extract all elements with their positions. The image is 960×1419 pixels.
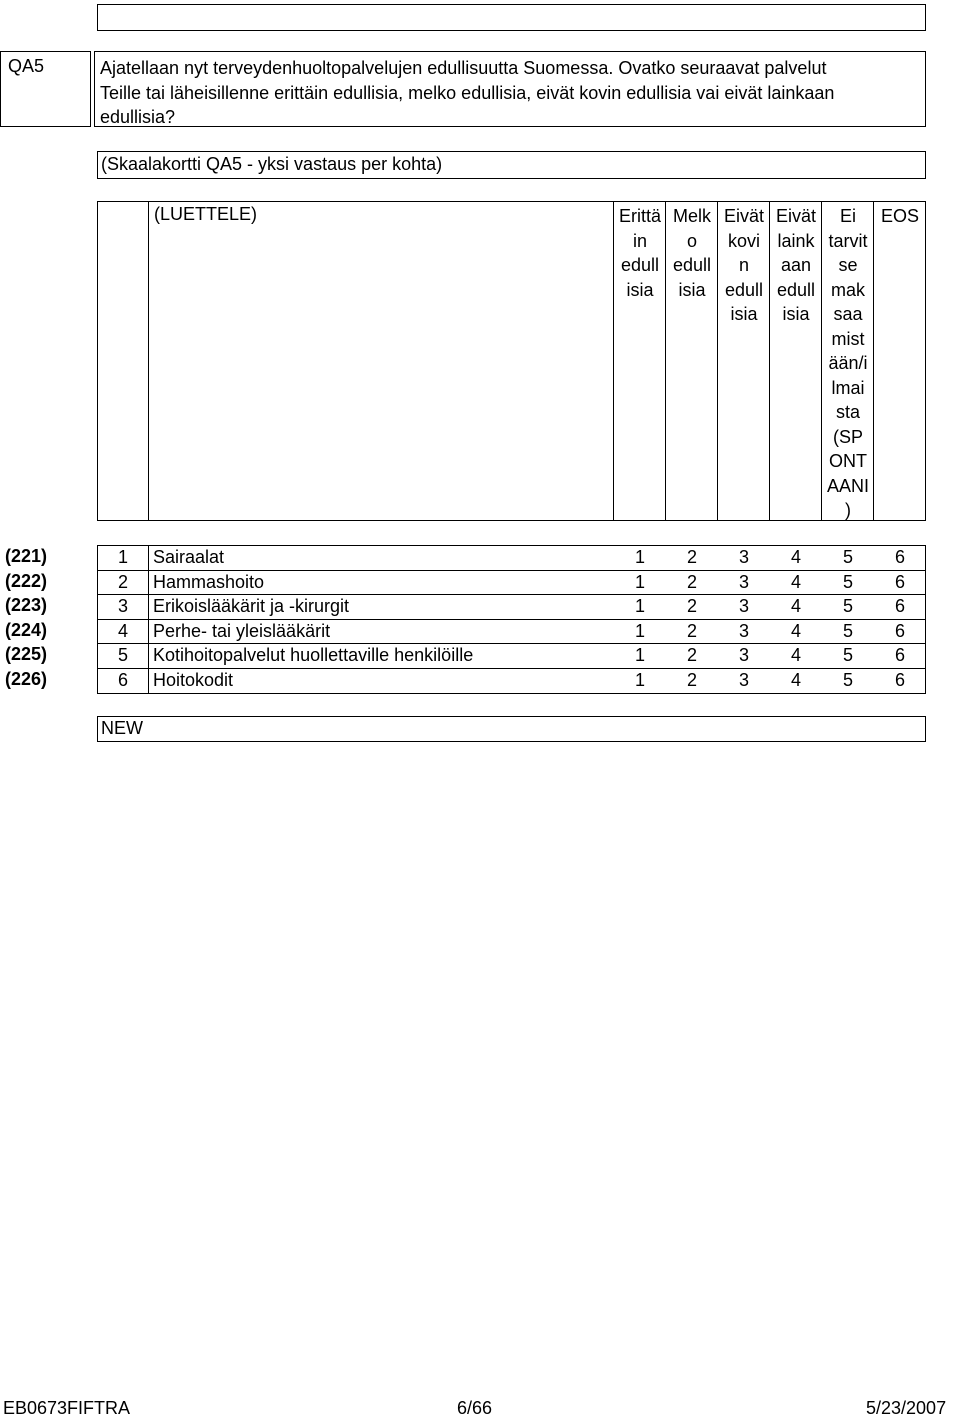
answer-option[interactable]: 2 bbox=[686, 670, 697, 690]
row-number: 6 bbox=[118, 670, 129, 690]
answer-option[interactable]: 5 bbox=[842, 645, 853, 666]
column-header-line: (SP bbox=[832, 426, 863, 447]
column-header-line: edull bbox=[776, 279, 816, 300]
footer-doc-id: EB0673FIFTRA bbox=[3, 1398, 131, 1418]
column-header-line: saa bbox=[833, 304, 863, 324]
answer-option[interactable]: 1 bbox=[634, 670, 645, 690]
row-number: 3 bbox=[118, 596, 129, 617]
new-label: NEW bbox=[101, 718, 143, 738]
column-header-line: edull bbox=[620, 255, 660, 275]
answer-option[interactable]: 4 bbox=[790, 670, 801, 690]
answer-option[interactable]: 6 bbox=[894, 670, 905, 690]
answer-option[interactable]: 4 bbox=[790, 620, 801, 641]
answer-option[interactable]: 6 bbox=[894, 547, 905, 567]
row-number: 4 bbox=[118, 620, 129, 641]
new-box bbox=[97, 716, 926, 742]
answer-option[interactable]: 1 bbox=[634, 645, 645, 666]
row-code: (225) bbox=[5, 644, 48, 665]
row-number: 5 bbox=[118, 645, 129, 666]
column-header-4 bbox=[770, 202, 822, 521]
column-header-line: n bbox=[738, 255, 749, 275]
answer-option[interactable]: 5 bbox=[842, 596, 853, 617]
answer-option[interactable]: 1 bbox=[634, 596, 645, 617]
row-label: Sairaalat bbox=[153, 547, 225, 567]
answer-option[interactable]: 6 bbox=[894, 620, 905, 641]
answer-option[interactable]: 3 bbox=[738, 670, 749, 690]
grid-header bbox=[97, 201, 926, 521]
column-header-line: isia bbox=[678, 279, 706, 300]
column-header-line: mak bbox=[830, 279, 865, 300]
table-row bbox=[97, 594, 926, 620]
answer-option[interactable]: 2 bbox=[686, 547, 697, 567]
answer-option[interactable]: 1 bbox=[634, 547, 645, 567]
row-code: (223) bbox=[5, 595, 48, 616]
column-header-line: isia bbox=[730, 304, 758, 324]
answer-option[interactable]: 4 bbox=[790, 547, 801, 567]
answer-option[interactable]: 6 bbox=[894, 645, 905, 666]
row-label: Kotihoitopalvelut huollettaville henkilöille bbox=[153, 645, 474, 666]
column-header-line: sta bbox=[835, 402, 860, 422]
answer-option[interactable]: 6 bbox=[894, 571, 905, 592]
answer-option[interactable]: 5 bbox=[842, 571, 853, 592]
column-header-line: ONT bbox=[829, 451, 867, 471]
answer-option[interactable]: 4 bbox=[790, 596, 801, 617]
column-header-3 bbox=[718, 202, 770, 521]
column-header-line: se bbox=[838, 255, 858, 275]
column-header-line: Eivät bbox=[775, 206, 817, 226]
column-header-line: in bbox=[632, 230, 647, 251]
row-code: (221) bbox=[5, 546, 48, 566]
grid-header-gutter bbox=[98, 202, 149, 521]
column-header-line: o bbox=[686, 230, 697, 251]
column-header-line: isia bbox=[626, 279, 654, 300]
footer-date: 5/23/2007 bbox=[866, 1398, 947, 1418]
answer-option[interactable]: 5 bbox=[842, 620, 853, 641]
column-header-line: Melk bbox=[672, 206, 711, 226]
row-label: Erikoislääkärit ja -kirurgit bbox=[153, 596, 350, 617]
table-row bbox=[97, 570, 926, 596]
answer-option[interactable]: 5 bbox=[842, 670, 853, 690]
answer-option[interactable]: 3 bbox=[738, 596, 749, 617]
answer-option[interactable]: 4 bbox=[790, 571, 801, 592]
column-header-line: ään/i bbox=[828, 353, 868, 373]
list-header: (LUETTELE) bbox=[154, 204, 258, 224]
column-header-1 bbox=[614, 202, 666, 521]
column-header-line: aan bbox=[780, 255, 812, 275]
answer-option[interactable]: 2 bbox=[686, 596, 697, 617]
row-code: (224) bbox=[5, 619, 48, 640]
answer-option[interactable]: 3 bbox=[738, 547, 749, 567]
column-header-2 bbox=[666, 202, 718, 521]
answer-option[interactable]: 2 bbox=[686, 571, 697, 592]
top-blank-box bbox=[97, 4, 926, 31]
question-text-line-3: edullisia? bbox=[100, 107, 176, 127]
instruction-text: (Skaalakortti QA5 - yksi vastaus per kohta) bbox=[101, 154, 443, 174]
column-header-line: AANI bbox=[826, 475, 869, 496]
answer-option[interactable]: 1 bbox=[634, 620, 645, 641]
table-row bbox=[97, 643, 926, 669]
column-header-line: ) bbox=[845, 500, 851, 520]
question-text-line-1: Ajatellaan nyt terveydenhuoltopalvelujen edullisuutta Suomessa. Ovatko seuraavat palvelut bbox=[100, 58, 827, 78]
column-header-line: tarvit bbox=[828, 230, 868, 251]
column-header-line: edull bbox=[724, 279, 764, 300]
column-header-line: edull bbox=[672, 255, 712, 275]
column-header-line: Ei bbox=[839, 206, 856, 226]
answer-option[interactable]: 3 bbox=[738, 620, 749, 641]
row-number: 2 bbox=[118, 571, 129, 592]
answer-option[interactable]: 1 bbox=[634, 571, 645, 592]
answer-option[interactable]: 4 bbox=[790, 645, 801, 666]
table-row bbox=[97, 619, 926, 645]
question-code-box bbox=[0, 51, 91, 127]
answer-option[interactable]: 6 bbox=[894, 596, 905, 617]
grid-header-list-cell bbox=[149, 202, 614, 521]
column-header-line: Eivät bbox=[723, 206, 765, 226]
column-header-6 bbox=[874, 202, 926, 521]
column-header-5 bbox=[822, 202, 874, 521]
column-header-line: lmai bbox=[831, 377, 865, 398]
row-number: 1 bbox=[118, 547, 129, 567]
table-row bbox=[97, 545, 926, 571]
row-code: (226) bbox=[5, 669, 48, 689]
column-header-line: EOS bbox=[880, 206, 919, 226]
row-code: (222) bbox=[5, 570, 48, 591]
column-header-line: mist bbox=[831, 328, 865, 349]
answer-option[interactable]: 3 bbox=[738, 645, 749, 666]
column-header-line: kovi bbox=[727, 230, 760, 251]
answer-option[interactable]: 2 bbox=[686, 620, 697, 641]
question-text-line-2: Teille tai läheisillenne erittäin edullisia, melko edullisia, eivät kovin edullisia vai eivät lainkaan bbox=[100, 82, 835, 103]
column-header-line: isia bbox=[782, 304, 810, 324]
answer-option[interactable]: 2 bbox=[686, 645, 697, 666]
question-text-box bbox=[94, 51, 926, 127]
column-header-line: laink bbox=[777, 230, 815, 251]
row-label: Hoitokodit bbox=[153, 670, 234, 690]
answer-option[interactable]: 5 bbox=[842, 547, 853, 567]
question-code: QA5 bbox=[8, 56, 45, 76]
row-label: Hammashoito bbox=[153, 571, 265, 592]
footer-page: 6/66 bbox=[457, 1398, 493, 1418]
column-header-line: Erittä bbox=[618, 206, 661, 226]
answer-option[interactable]: 3 bbox=[738, 571, 749, 592]
row-label: Perhe- tai yleislääkärit bbox=[153, 620, 331, 641]
instruction-box bbox=[97, 151, 926, 179]
table-row bbox=[97, 668, 926, 694]
